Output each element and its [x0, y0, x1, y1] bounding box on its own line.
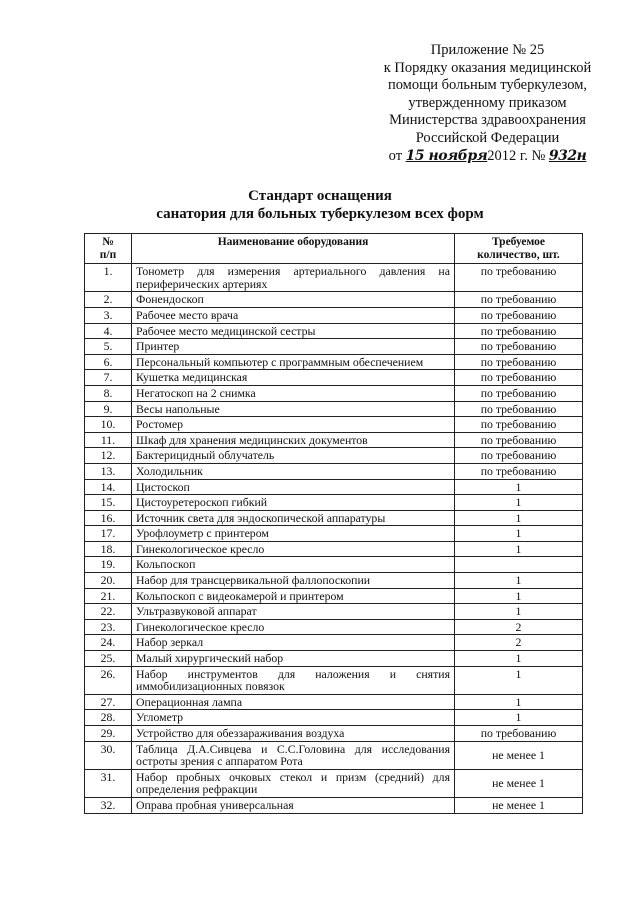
row-number: 3. [85, 307, 132, 323]
row-number: 28. [85, 710, 132, 726]
title-line-2: санатория для больных туберкулезом всех форм [156, 206, 484, 222]
required-quantity: не менее 1 [455, 797, 583, 813]
equipment-name: Принтер [132, 339, 455, 355]
required-quantity: 1 [455, 710, 583, 726]
table-row [85, 635, 583, 651]
row-number: 20. [85, 573, 132, 589]
table-row [85, 401, 583, 417]
equipment-name: Малый хирургический набор [132, 651, 455, 667]
table-row [85, 694, 583, 710]
required-quantity: по требованию [455, 463, 583, 479]
header-line-5: Министерства здравоохранения [389, 112, 586, 129]
table-row [85, 292, 583, 308]
table-row [85, 307, 583, 323]
row-number: 15. [85, 495, 132, 511]
equipment-name: Персональный компьютер с программным обеспечением [132, 354, 455, 370]
row-number: 6. [85, 354, 132, 370]
required-quantity: 1 [455, 604, 583, 620]
table-row [85, 417, 583, 433]
required-quantity: по требованию [455, 432, 583, 448]
required-quantity: по требованию [455, 323, 583, 339]
row-number: 7. [85, 370, 132, 386]
required-quantity: по требованию [455, 448, 583, 464]
table-row [85, 541, 583, 557]
equipment-name: Весы напольные [132, 401, 455, 417]
row-number: 4. [85, 323, 132, 339]
row-number: 2. [85, 292, 132, 308]
equipment-name: Рабочее место врача [132, 307, 455, 323]
row-number: 30. [85, 741, 132, 769]
row-number: 27. [85, 694, 132, 710]
row-number: 10. [85, 417, 132, 433]
row-number: 18. [85, 541, 132, 557]
row-number: 19. [85, 557, 132, 573]
equipment-name: Холодильник [132, 463, 455, 479]
handwritten-date: 15 ноября [405, 147, 488, 164]
required-quantity: 1 [455, 694, 583, 710]
equipment-name: Набор пробных очковых стекол и призм (средний) для определения рефракции [132, 769, 455, 797]
table-row [85, 573, 583, 589]
header-line-1: Приложение № 25 [430, 42, 545, 58]
required-quantity: по требованию [455, 292, 583, 308]
required-quantity: по требованию [455, 307, 583, 323]
table-row [85, 510, 583, 526]
equipment-name: Набор для трансцервикальной фаллопоскопии [132, 573, 455, 589]
table-row [85, 726, 583, 742]
equipment-name: Устройство для обеззараживания воздуха [132, 726, 455, 742]
table-row [85, 448, 583, 464]
equipment-name: Рабочее место медицинской сестры [132, 323, 455, 339]
row-number: 25. [85, 651, 132, 667]
table-row [85, 710, 583, 726]
equipment-name: Бактерицидный облучатель [132, 448, 455, 464]
equipment-name: Набор инструментов для наложения и снятия иммобилизационных повязок [132, 666, 455, 694]
header-line-6: Российской Федерации [415, 129, 560, 146]
table-row [85, 741, 583, 769]
table-row [85, 526, 583, 542]
table-row [85, 463, 583, 479]
required-quantity: 1 [455, 510, 583, 526]
required-quantity: 1 [455, 526, 583, 542]
table-header-row [85, 234, 583, 264]
equipment-name: Ультразвуковой аппарат [132, 604, 455, 620]
required-quantity: по требованию [455, 339, 583, 355]
document-title [100, 187, 540, 223]
row-number: 22. [85, 604, 132, 620]
table-row [85, 666, 583, 694]
row-number: 32. [85, 797, 132, 813]
equipment-name: Шкаф для хранения медицинских документов [132, 432, 455, 448]
required-quantity: по требованию [455, 401, 583, 417]
required-quantity: по требованию [455, 354, 583, 370]
header-name: Наименование оборудования [132, 234, 455, 264]
table-row [85, 604, 583, 620]
table-row [85, 323, 583, 339]
row-number: 12. [85, 448, 132, 464]
row-number: 14. [85, 479, 132, 495]
equipment-name: Углометр [132, 710, 455, 726]
handwritten-order-number: 932н [548, 147, 587, 164]
row-number: 17. [85, 526, 132, 542]
row-number: 21. [85, 588, 132, 604]
row-number: 9. [85, 401, 132, 417]
header-num: № п/п [85, 234, 132, 264]
row-number: 26. [85, 666, 132, 694]
required-quantity: 1 [455, 479, 583, 495]
header-qty: Требуемое количество, шт. [455, 234, 583, 264]
equipment-name: Фонендоскоп [132, 292, 455, 308]
table-row [85, 432, 583, 448]
equipment-name: Источник света для эндоскопической аппаратуры [132, 510, 455, 526]
row-number: 8. [85, 385, 132, 401]
header-line-4: утвержденному приказом [408, 94, 567, 111]
required-quantity: 1 [455, 495, 583, 511]
equipment-name: Негатоскоп на 2 снимка [132, 385, 455, 401]
row-number: 5. [85, 339, 132, 355]
table-row [85, 588, 583, 604]
table-row [85, 651, 583, 667]
table-body [85, 264, 583, 813]
equipment-name: Тонометр для измерения артериального давления на периферических артериях [132, 264, 455, 292]
row-number: 31. [85, 769, 132, 797]
required-quantity: по требованию [455, 264, 583, 292]
row-number: 1. [85, 264, 132, 292]
equipment-name: Кушетка медицинская [132, 370, 455, 386]
required-quantity: 2 [455, 619, 583, 635]
equipment-name: Гинекологическое кресло [132, 619, 455, 635]
table-row [85, 385, 583, 401]
equipment-name: Цистоуретероскоп гибкий [132, 495, 455, 511]
row-number: 13. [85, 463, 132, 479]
row-number: 23. [85, 619, 132, 635]
required-quantity: 1 [455, 541, 583, 557]
required-quantity: 1 [455, 666, 583, 694]
table-row [85, 797, 583, 813]
equipment-name: Кольпоскоп с видеокамерой и принтером [132, 588, 455, 604]
equipment-name: Набор зеркал [132, 635, 455, 651]
table-row [85, 619, 583, 635]
table-row [85, 557, 583, 573]
equipment-table [84, 233, 583, 814]
required-quantity: по требованию [455, 385, 583, 401]
required-quantity: 2 [455, 635, 583, 651]
required-quantity: не менее 1 [455, 769, 583, 797]
required-quantity [455, 557, 583, 573]
required-quantity: 1 [455, 651, 583, 667]
required-quantity: по требованию [455, 417, 583, 433]
table-row [85, 339, 583, 355]
row-number: 29. [85, 726, 132, 742]
header-date-line [365, 148, 610, 166]
required-quantity: 1 [455, 588, 583, 604]
equipment-name: Таблица Д.А.Сивцева и С.С.Головина для исследования остроты зрения с аппаратом Рота [132, 741, 455, 769]
row-number: 11. [85, 432, 132, 448]
date-suffix: 2012 г. № [487, 147, 546, 164]
table-row [85, 769, 583, 797]
row-number: 24. [85, 635, 132, 651]
title-line-1: Стандарт оснащения [248, 188, 392, 204]
required-quantity: по требованию [455, 370, 583, 386]
row-number: 16. [85, 510, 132, 526]
table-row [85, 370, 583, 386]
equipment-name: Оправа пробная универсальная [132, 797, 455, 813]
equipment-name: Ростомер [132, 417, 455, 433]
table-row [85, 354, 583, 370]
equipment-name: Цистоскоп [132, 479, 455, 495]
header-line-3: помощи больным туберкулезом, [387, 77, 588, 94]
date-prefix: от [388, 147, 403, 164]
equipment-name: Урофлоуметр с принтером [132, 526, 455, 542]
table-row [85, 495, 583, 511]
equipment-name: Кольпоскоп [132, 557, 455, 573]
required-quantity: по требованию [455, 726, 583, 742]
equipment-name: Гинекологическое кресло [132, 541, 455, 557]
header-line-2: к Порядку оказания медицинской [383, 59, 592, 76]
table-row [85, 479, 583, 495]
equipment-name: Операционная лампа [132, 694, 455, 710]
required-quantity: 1 [455, 573, 583, 589]
appendix-header [365, 42, 610, 165]
required-quantity: не менее 1 [455, 741, 583, 769]
table-row [85, 264, 583, 292]
